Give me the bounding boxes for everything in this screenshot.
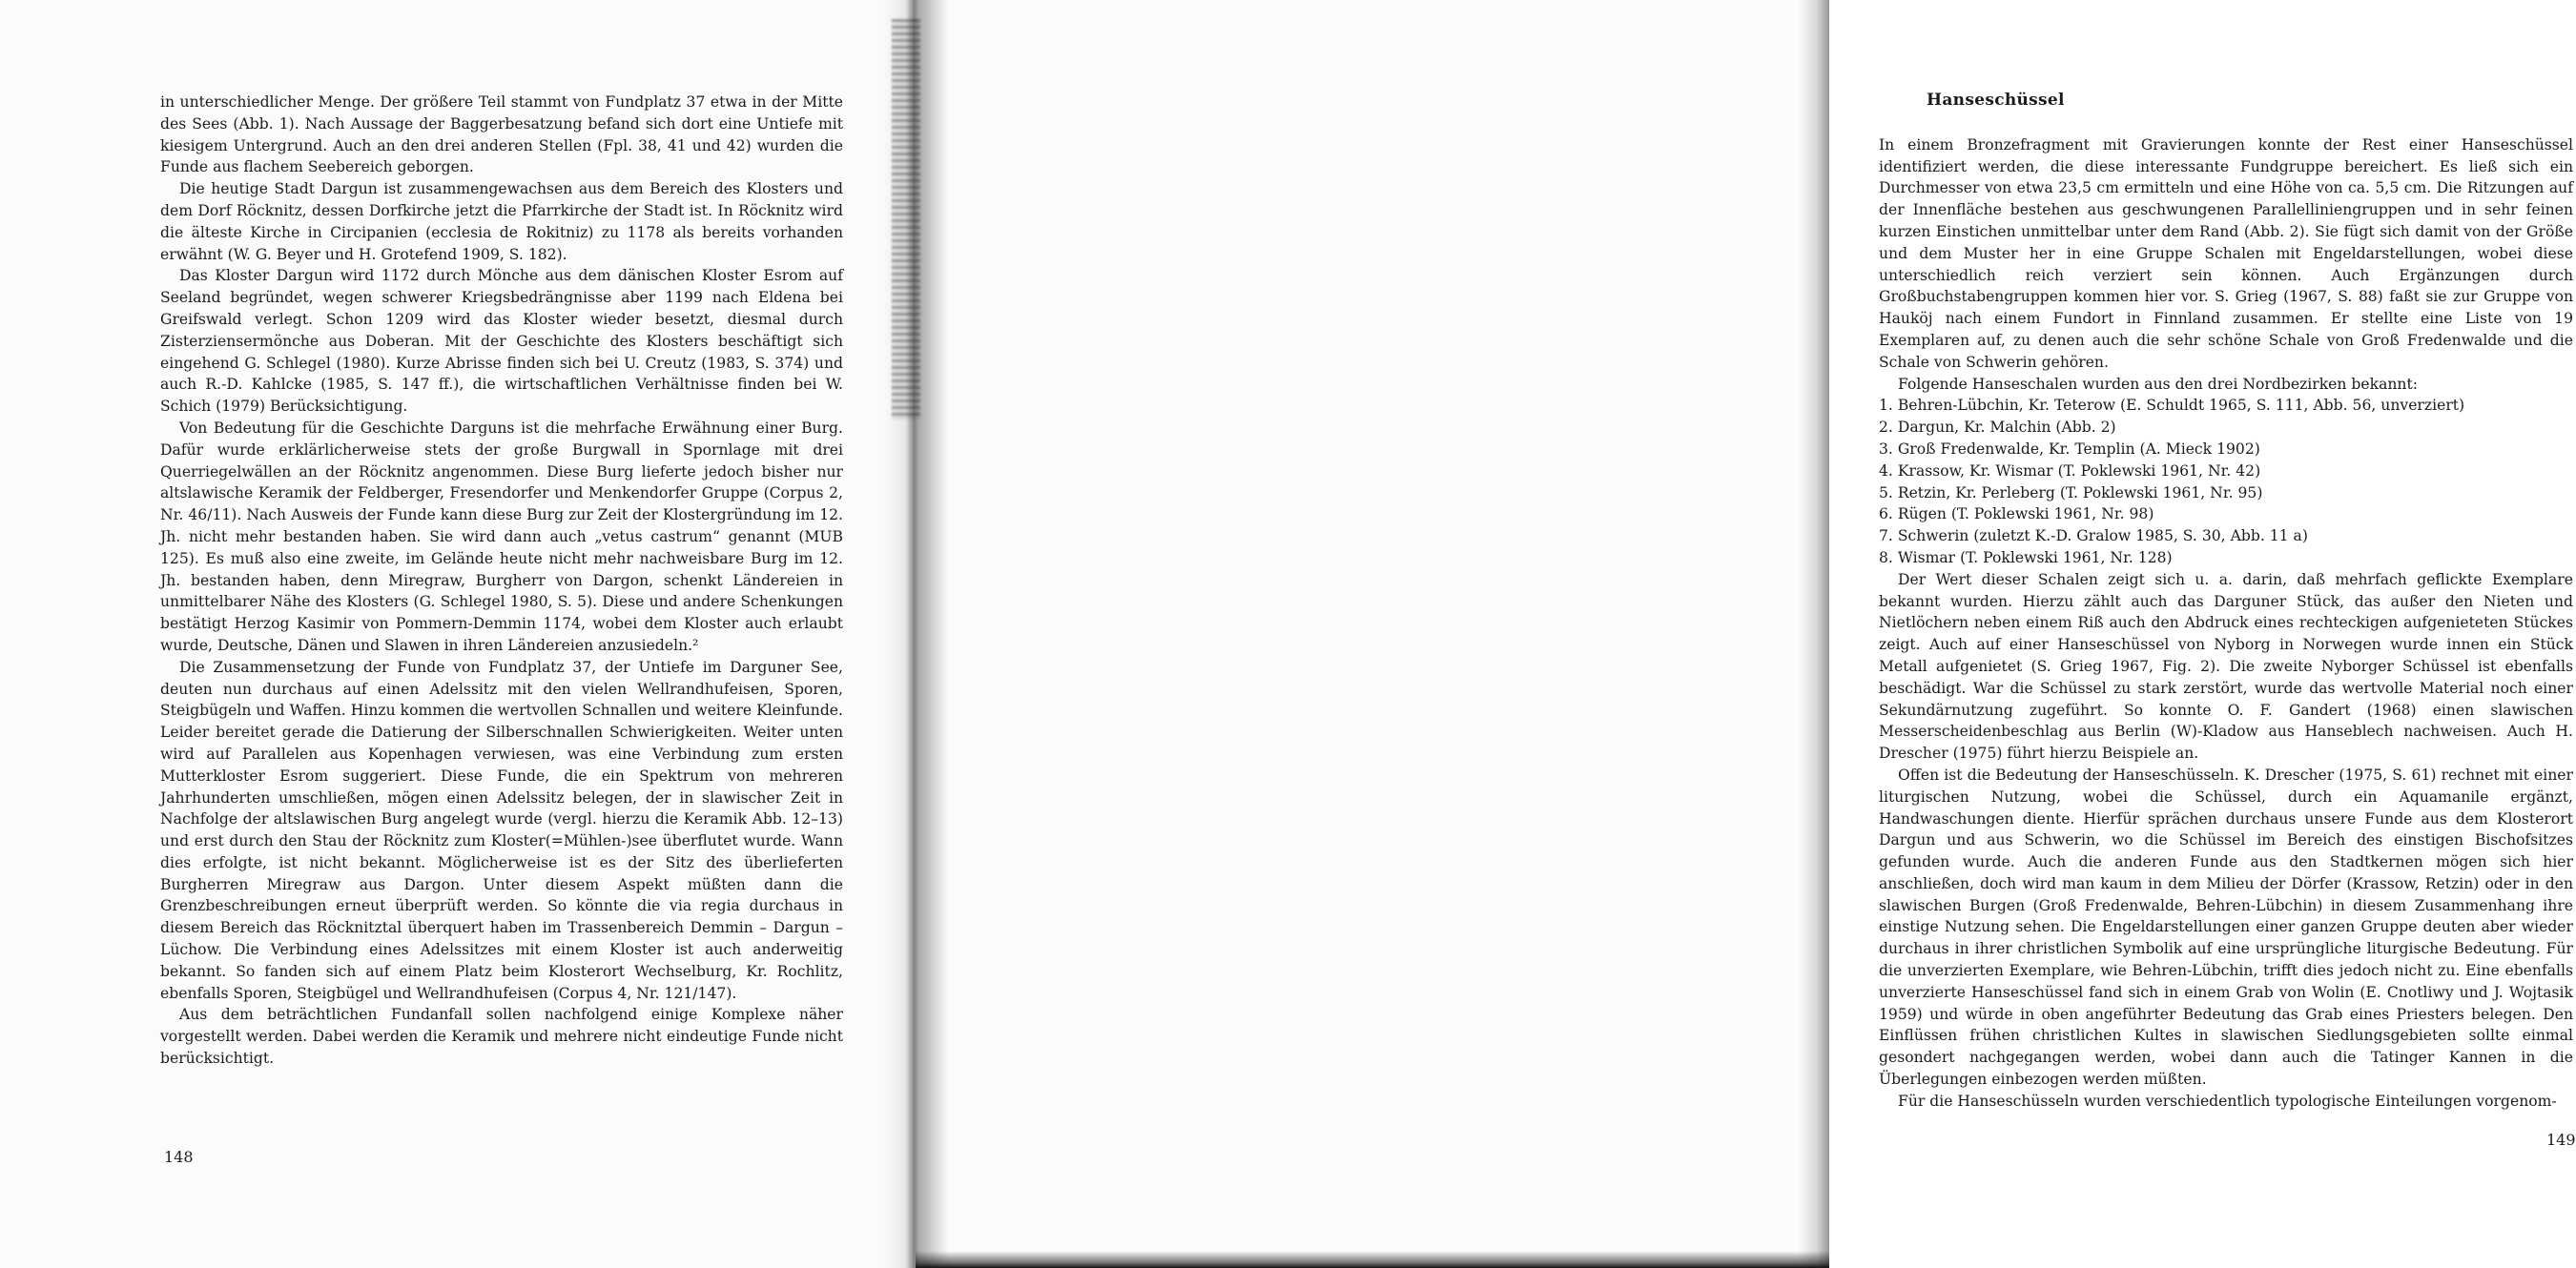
list-intro: Folgende Hanseschalen wurden aus den drei Nordbezirken bekannt: — [1898, 375, 2418, 393]
right-page-body — [1879, 90, 2573, 1113]
list-item: 5. Retzin, Kr. Perleberg (T. Poklewski 1961, Nr. 95) — [1879, 483, 2263, 501]
page-number-right: 149 — [2546, 1131, 2576, 1149]
gutter-scan-shadow — [892, 19, 920, 419]
list-item: 7. Schwerin (zuletzt K.-D. Gralow 1985, S. 30, Abb. 11 a) — [1879, 527, 2308, 545]
section-heading: Hanseschüssel — [1927, 91, 2065, 110]
right-paragraph-3: Für die Hanseschüsseln wurden verschiedentlich typologische Einteilungen vorgenom- — [1898, 1092, 2557, 1110]
left-paragraph-5: Die Zusammensetzung der Funde von Fundplatz 37, der Untiefe im Darguner See, deuten nun durchaus auf einen Adelssitz mit den vielen Wellrandhufeisen, Sporen, Steigbügeln und Waffen. Hinzu kommen die wertvollen Schnallen und weitere Kleinfunde. Leider bereitet gerade die Datierung der Silberschnallen Schwierigkeiten. Weiter unten wird auf Parallelen aus Kopenhagen verwiesen, was eine Verbindung zum ersten Mutterkloster Esrom suggeriert. Diese Funde, die ein Spektrum von mehreren Jahrhunderten umschließen, mögen einen Adelssitz belegen, der in slawischer Zeit in Nachfolge der altslawischen Burg angelegt wurde (vergl. hierzu die Keramik Abb. 12–13) und erst durch den Stau der Röcknitz zum Kloster(=Mühlen-)see überflutet wurde. Wann dies erfolgte, ist nicht bekannt. Möglicherweise ist es der Sitz des überlieferten Burgherren Miregraw aus Dargon. Unter diesem Aspekt müßten dann die Grenzbeschreibungen erneut überprüft werden. So könnte die via regia durchaus in diesem Bereich das Röcknitztal überquert haben im Trassenbereich Demmin – Dargun – Lüchow. Die Verbindung eines Adelssitzes mit einem Kloster ist auch anderweitig bekannt. So fanden sich auf einem Platz beim Klosterort Wechselburg, Kr. Rochlitz, ebenfalls Sporen, Steigbügel und Wellrandhufeisen (Corpus 4, Nr. 121/147). — [160, 658, 843, 1002]
right-paragraph-1: Der Wert dieser Schalen zeigt sich u. a. darin, daß mehrfach geflickte Exemplare bekannt wurden. Hierzu zählt auch das Darguner Stück, das außer den Nieten und Nietlöchern neben einem Riß auch den Abdruck eines rechteckigen aufgenieteten Stückes zeigt. Auch auf einer Hanseschüssel von Nyborg in Norwegen wurde innen ein Stück Metall aufgenietet (S. Grieg 1967, Fig. 2). Die zweite Nyborger Schüssel ist ebenfalls beschädigt. War die Schüssel zu stark zerstört, wurde das wertvolle Material noch einer Sekundärnutzung zugeführt. So konnte O. F. Gandert (1968) einen slawischen Messerscheidenbeschlag aus Berlin (W)-Kladow aus Hanseblech nachweisen. Auch H. Drescher (1975) führt hierzu Beispiele an. — [1879, 570, 2573, 763]
right-intro-paragraph: In einem Bronzefragment mit Gravierungen konnte der Rest einer Hanseschüssel identifiziert werden, die diese interessante Fundgruppe bereichert. Es ließ sich ein Durchmesser von etwa 23,5 cm ermitteln und eine Höhe von ca. 5,5 cm. Die Ritzungen auf der Innenfläche bestehen aus geschwungenen Parallelliniengruppen und in sehr feinen kurzen Einstichen unmittelbar unter dem Rand (Abb. 2). Sie fügt sich damit von der Größe und dem Muster her in eine Gruppe Schalen mit Engeldarstellungen, wobei diese unterschiedlich reich verziert sein können. Auch Ergänzungen durch Großbuchstabengruppen kommen hier vor. S. Grieg (1967, S. 88) faßt sie zur Gruppe von Hauköj nach einem Fundort in Finnland zusammen. Er stellte eine Liste von 19 Exemplaren auf, zu denen auch die sehr schöne Schale von Groß Fredenwalde und die Schale von Schwerin gehören. — [1879, 135, 2573, 371]
list-item: 3. Groß Fredenwalde, Kr. Templin (A. Mieck 1902) — [1879, 440, 2260, 458]
left-page-body — [160, 92, 843, 1070]
right-page — [916, 0, 2576, 1268]
list-item: 6. Rügen (T. Poklewski 1961, Nr. 98) — [1879, 505, 2154, 523]
left-paragraph-6: Aus dem beträchtlichen Fundanfall sollen nachfolgend einige Komplexe näher vorgestellt werden. Dabei werden die Keramik und mehrere nicht eindeutige Funde nicht berücksichtigt. — [160, 1006, 843, 1068]
left-paragraph-4: Von Bedeutung für die Geschichte Darguns ist die mehrfache Erwähnung einer Burg. Dafür wurde erklärlicherweise stets der große Burgwall in Spornlage mit drei Querriegelwällen an der Röcknitz angenommen. Diese Burg lieferte jedoch bisher nur altslawische Keramik der Feldberger, Fresendorfer und Menkendorfer Gruppe (Corpus 2, Nr. 46/11). Nach Ausweis der Funde kann diese Burg zur Zeit der Klostergründung im 12. Jh. nicht mehr bestanden haben. Sie wird dann auch „vetus castrum“ genannt (MUB 125). Es muß also eine zweite, im Gelände heute nicht mehr nachweisbare Burg im 12. Jh. bestanden haben, denn Miregraw, Burgherr von Dargon, schenkt Ländereien in unmittelbarer Nähe des Klosters (G. Schlegel 1980, S. 5). Diese und andere Schenkungen bestätigt Herzog Kasimir von Pommern-Demmin 1174, wobei dem Kloster auch erlaubt wurde, Deutsche, Dänen und Slawen in ihren Ländereien anzusiedeln.² — [160, 419, 843, 654]
list-item: 8. Wismar (T. Poklewski 1961, Nr. 128) — [1879, 548, 2173, 566]
left-paragraph-2: Die heutige Stadt Dargun ist zusammengewachsen aus dem Bereich des Klosters und dem Dorf Röcknitz, dessen Dorfkirche jetzt die Pfarrkirche der Stadt ist. In Röcknitz wird die älteste Kirche in Circipanien (ecclesia de Rokitniz) zu 1178 als bereits vorhanden erwähnt (W. G. Beyer und H. Grotefend 1909, S. 182). — [160, 180, 843, 263]
bottom-page-edge — [916, 1251, 1829, 1268]
list-item: 1. Behren-Lübchin, Kr. Teterow (E. Schuldt 1965, S. 111, Abb. 56, unverziert) — [1879, 397, 2465, 415]
page-number-left: 148 — [164, 1148, 194, 1166]
left-page — [0, 0, 916, 1268]
list-item: 4. Krassow, Kr. Wismar (T. Poklewski 1961, Nr. 42) — [1879, 461, 2261, 480]
right-paragraph-2: Offen ist die Bedeutung der Hanseschüsseln. K. Drescher (1975, S. 61) rechnet mit einer liturgischen Nutzung, wobei die Schüssel, durch ein Aquamanile ergänzt, Handwaschungen diente. Hierfür sprächen durchaus unsere Funde aus dem Klosterort Dargun und aus Schwerin, wo die Schüssel im Bereich des einstigen Bischofsitzes gefunden wurde. Auch die anderen Funde aus den Stadtkernen mögen sich hier anschließen, doch wird man kaum in dem Milieu der Dörfer (Krassow, Retzin) oder in den slawischen Burgen (Groß Fredenwalde, Behren-Lübchin) in diesem Zusammenhang ihre einstige Nutzung sehen. Die Engeldarstellungen einer ganzen Gruppe deuten aber wieder durchaus in ihrer christlichen Symbolik auf eine ursprüngliche liturgische Bedeutung. Für die unverzierten Exemplare, wie Behren-Lübchin, trifft dies jedoch nicht zu. Eine ebenfalls unverzierte Hanseschüssel fand sich in einem Grab von Wolin (E. Cnotliwy und J. Wojtasik 1959) und würde in oben angeführter Bedeutung das Grab eines Priesters belegen. Den Einflüssen frühen christlichen Kultes in slawischen Siedlungsgebieten sollte einmal gesondert nachgegangen werden, wobei dann auch die Tatinger Kannen in die Überlegungen einbezogen werden müßten. — [1879, 766, 2573, 1089]
left-paragraph-3: Das Kloster Dargun wird 1172 durch Mönche aus dem dänischen Kloster Esrom auf Seeland begründet, wegen schwerer Kriegsbedrängnisse aber 1199 nach Eldena bei Greifswald verlegt. Schon 1209 wird das Kloster wieder besetzt, diesmal durch Zisterziensermönche aus Doberan. Mit der Geschichte des Klosters beschäftigt sich eingehend G. Schlegel (1980). Kurze Abrisse finden sich bei U. Creutz (1983, S. 374) und auch R.-D. Kahlcke (1985, S. 147 ff.), die wirtschaftlichen Verhältnisse finden bei W. Schich (1979) Berücksichtigung. — [160, 267, 843, 416]
right-page-edge — [1798, 0, 1829, 1268]
list-item: 2. Dargun, Kr. Malchin (Abb. 2) — [1879, 419, 2116, 437]
bowl-list — [1879, 395, 2573, 568]
left-paragraph-1: in unterschiedlicher Menge. Der größere Teil stammt von Fundplatz 37 etwa in der Mitte des Sees (Abb. 1). Nach Aussage der Baggerbesatzung befand sich dort eine Untiefe mit kiesigem Untergrund. Auch an den drei anderen Stellen (Fpl. 38, 41 und 42) wurden die Funde aus flachem Seebereich geborgen. — [160, 93, 843, 176]
